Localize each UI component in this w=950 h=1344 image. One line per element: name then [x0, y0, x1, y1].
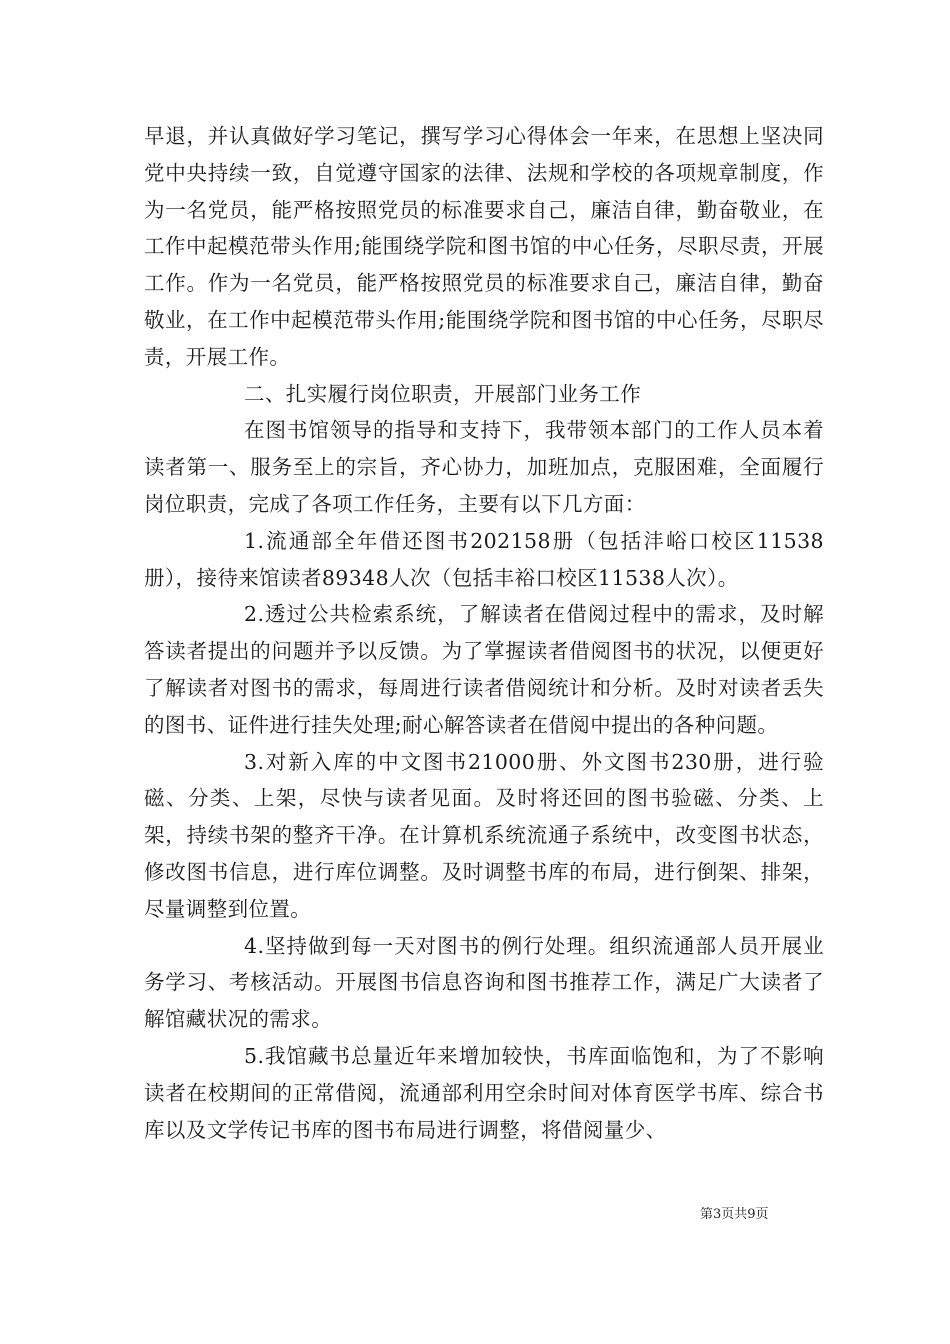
paragraph-item-3: 3.对新入库的中文图书21000册、外文图书230册，进行验磁、分类、上架，尽快与读者见面。及时将还回的图书验磁、分类、上架，持续书架的整齐干净。在计算机系统流通子系统中，改变图书状态，修改图书信息，进行库位调整。及时调整书库的布局，进行倒架、排架，尽量调整到位置。 — [144, 749, 824, 921]
document-page — [144, 118, 824, 1148]
paragraph-item-5: 5.我馆藏书总量近年来增加较快，书库面临饱和，为了不影响读者在校期间的正常借阅，流通部利用空余时间对体育医学书库、综合书库以及文学传记书库的图书布局进行调整，将借阅量少、 — [144, 1043, 824, 1142]
paragraph-item-1: 1.流通部全年借还图书202158册（包括沣峪口校区11538册），接待来馆读者89348人次（包括丰裕口校区11538人次）。 — [144, 528, 824, 590]
paragraph-intro: 在图书馆领导的指导和支持下，我带领本部门的工作人员本着读者第一、服务至上的宗旨，齐心协力，加班加点，克服困难，全面履行岗位职责，完成了各项工作任务，主要有以下几方面： — [144, 418, 824, 516]
section-heading-two: 二、扎实履行岗位职责，开展部门业务工作 — [244, 381, 642, 406]
paragraph-item-2: 2.透过公共检索系统，了解读者在借阅过程中的需求，及时解答读者提出的问题并予以反馈。为了掌握读者借阅图书的状况，以便更好了解读者对图书的需求，每周进行读者借阅统计和分析。及时对读者丢失的图书、证件进行挂失处理;耐心解答读者在借阅中提出的各种问题。 — [144, 602, 824, 737]
paragraph-political-study: 早退，并认真做好学习笔记，撰写学习心得体会一年来，在思想上坚决同党中央持续一致，自觉遵守国家的法律、法规和学校的各项规章制度，作为一名党员，能严格按照党员的标准要求自己，廉洁自律，勤奋敬业，在工作中起模范带头作用;能围绕学院和图书馆的中心任务，尽职尽责，开展工作。作为一名党员，能严格按照党员的标准要求自己，廉洁自律，勤奋敬业，在工作中起模范带头作用;能围绕学院和图书馆的中心任务，尽职尽责，开展工作。 — [144, 124, 824, 369]
paragraph-item-4: 4.坚持做到每一天对图书的例行处理。组织流通部人员开展业务学习、考核活动。开展图书信息咨询和图书推荐工作，满足广大读者了解馆藏状况的需求。 — [144, 933, 824, 1032]
page-number-footer: 第3页共9页 — [700, 1207, 769, 1222]
